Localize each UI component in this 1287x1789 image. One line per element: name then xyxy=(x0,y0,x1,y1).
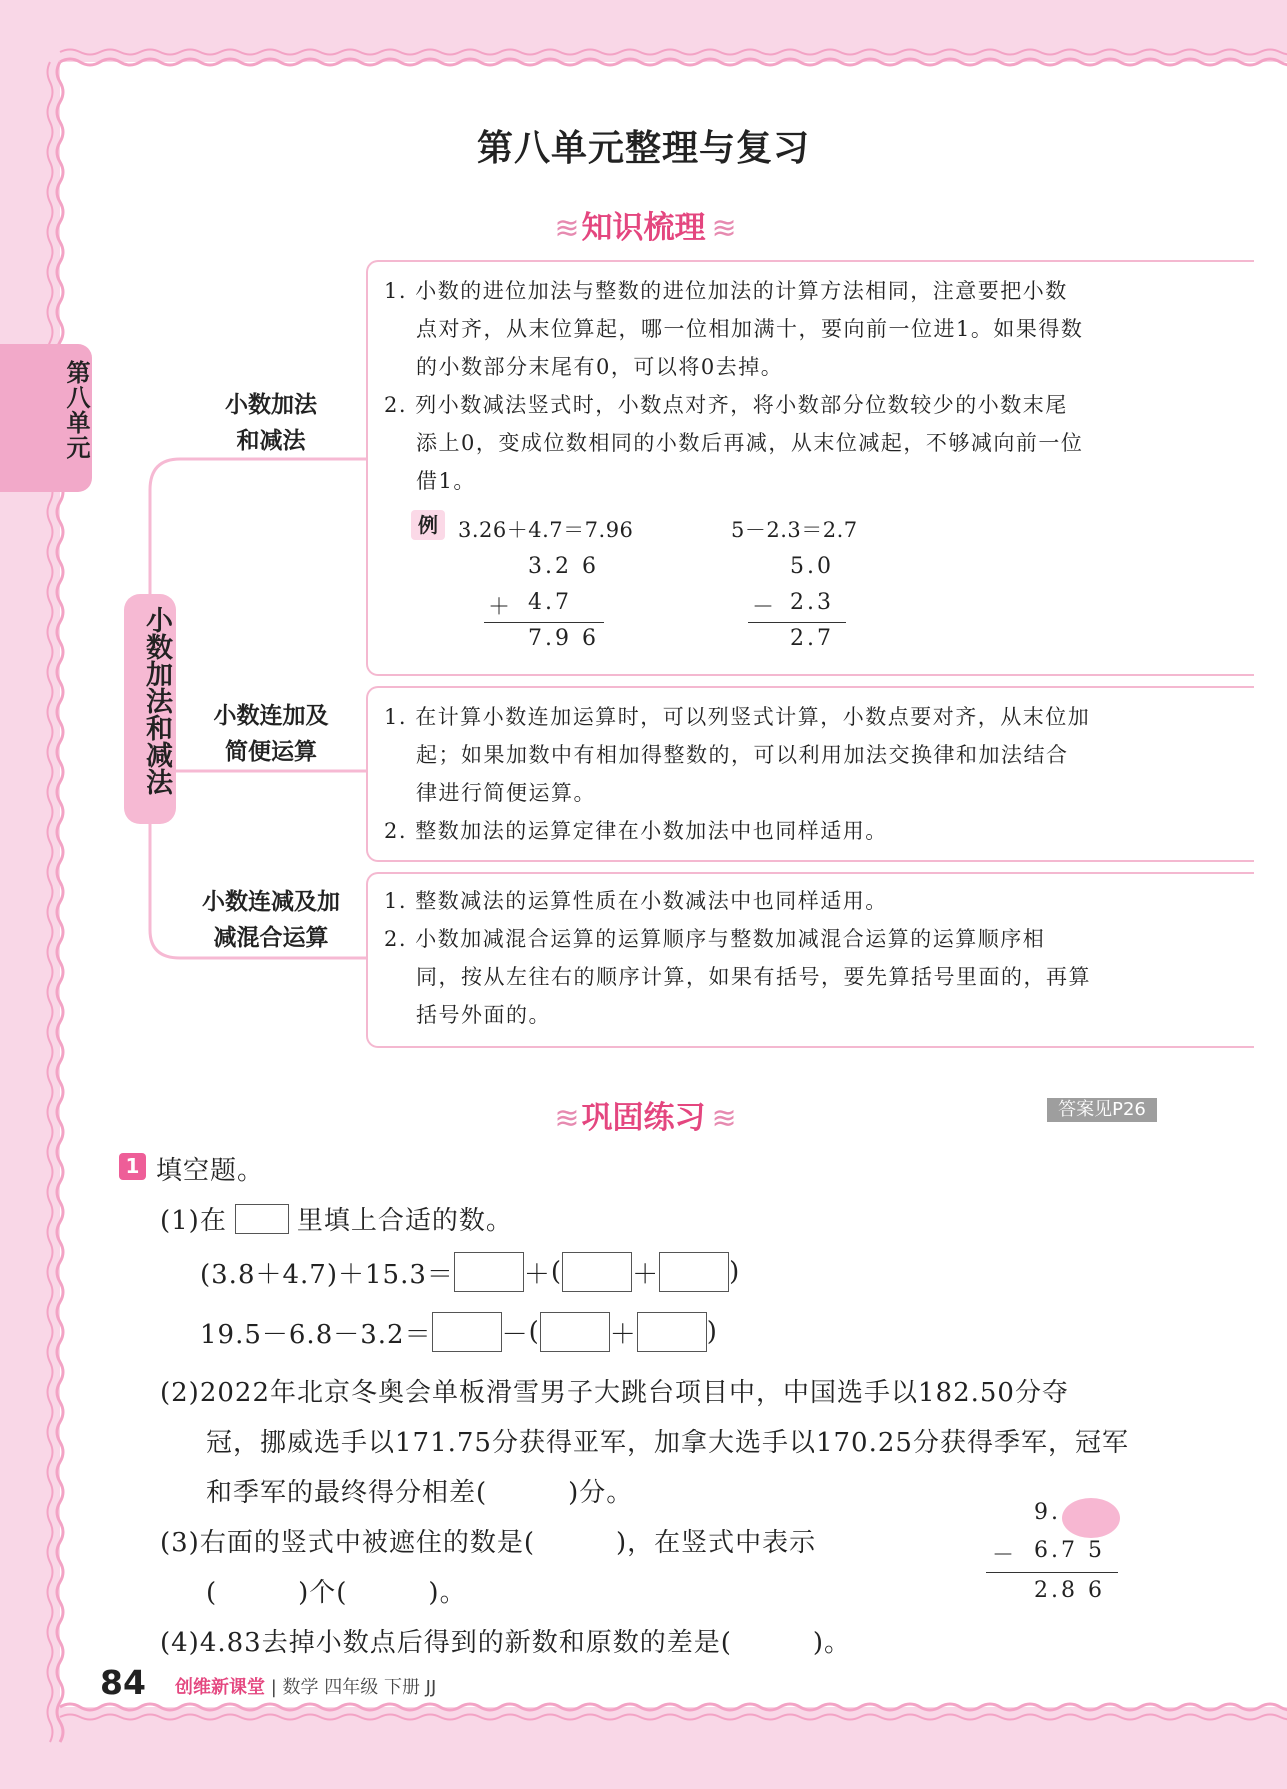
text-line: 1. 在计算小数连加运算时，可以列竖式计算，小数点要对齐，从末位加 xyxy=(384,705,1091,729)
wave-deco-icon: ≋ xyxy=(554,211,576,246)
example-blank-box xyxy=(235,1204,289,1234)
masked-calc-rule xyxy=(986,1572,1118,1573)
text-line: 冠，挪威选手以171.75分获得亚军，加拿大选手以170.25分获得季军，冠军 xyxy=(206,1428,1129,1458)
branch-node-line: 小数加法 xyxy=(225,392,317,418)
sub-question-1-prefix: (1)在 xyxy=(160,1206,227,1236)
branch-node-line: 和减法 xyxy=(236,428,306,454)
wave-deco-icon: ≋ xyxy=(711,1101,733,1136)
masked-calc-mid: 6.7 5 xyxy=(1034,1538,1105,1563)
text-line: 2. 整数加法的运算定律在小数加法中也同样适用。 xyxy=(384,819,888,843)
text-line: 点对齐，从末位算起，哪一位相加满十，要向前一位进1。如果得数 xyxy=(416,317,1084,341)
expression-2 xyxy=(200,1312,718,1352)
answer-box[interactable] xyxy=(540,1312,610,1352)
answer-box[interactable] xyxy=(454,1252,524,1292)
masked-digit-blob xyxy=(1062,1498,1120,1538)
sub-question-1 xyxy=(160,1200,513,1237)
branch-node-line: 小数连减及加 xyxy=(202,889,340,915)
example-equation-1: 3.26＋4.7＝7.96 xyxy=(458,518,634,542)
branch-node-addition-subtraction xyxy=(186,387,356,459)
expression-1-left: (3.8＋4.7)＋15.3＝ xyxy=(200,1259,454,1290)
branch-node-line: 小数连加及 xyxy=(213,703,329,729)
text-line: 同，按从左往右的顺序计算，如果有括号，要先算括号里面的，再算 xyxy=(416,965,1091,989)
masked-calc-top: 9. xyxy=(1034,1500,1061,1525)
page-number: 84 xyxy=(100,1663,146,1702)
unit-side-tab-label: 第八单元 xyxy=(62,360,90,460)
vertical-calc-1-rule xyxy=(484,622,604,623)
text-line: 2. 列小数减法竖式时，小数点对齐，将小数部分位数较少的小数末尾 xyxy=(384,393,1068,417)
text-line: 的小数部分末尾有0，可以将0去掉。 xyxy=(416,355,784,379)
answer-box[interactable] xyxy=(432,1312,502,1352)
footer-series-info: | 数学 四年级 下册 JJ xyxy=(270,1677,437,1698)
operator: ＋ xyxy=(523,1259,551,1290)
answer-box[interactable] xyxy=(659,1252,729,1292)
text-line: 1. 小数的进位加法与整数的进位加法的计算方法相同，注意要把小数 xyxy=(384,279,1068,303)
vertical-calc-1-mid: 4.7 xyxy=(528,590,572,615)
question-number-badge: 1 xyxy=(119,1153,146,1180)
footer-brand: 创维新课堂 xyxy=(175,1677,265,1698)
text-line: 律进行简便运算。 xyxy=(416,781,596,805)
paren: ) xyxy=(706,1317,718,1347)
vertical-calc-2-rule xyxy=(748,622,846,623)
wave-deco-icon: ≋ xyxy=(554,1101,576,1136)
text-line: 起；如果加数中有相加得整数的，可以利用加法交换律和加法结合 xyxy=(416,743,1069,767)
answer-box[interactable] xyxy=(637,1312,707,1352)
vertical-calc-2-top: 5.0 xyxy=(790,554,834,579)
paren: ( xyxy=(528,1317,540,1347)
text-line: ( )个( )。 xyxy=(206,1578,467,1608)
paren: ( xyxy=(550,1257,563,1287)
text-line: 括号外面的。 xyxy=(416,1003,551,1027)
branch-node-mixed-operation xyxy=(176,884,366,956)
question-title: 填空题。 xyxy=(156,1156,265,1186)
knowledge-box-2-text xyxy=(384,698,1090,850)
sub-question-1-suffix: 里填上合适的数。 xyxy=(296,1206,513,1236)
expression-2-left: 19.5－6.8－3.2＝ xyxy=(200,1319,432,1350)
vertical-calc-2-operator: － xyxy=(752,595,778,620)
sub-question-4: (4)4.83去掉小数点后得到的新数和原数的差是( )。 xyxy=(160,1628,852,1658)
vertical-calc-2-mid: 2.3 xyxy=(790,590,834,615)
answer-box[interactable] xyxy=(562,1252,632,1292)
text-line: 2. 小数加减混合运算的运算顺序与整数加减混合运算的运算顺序相 xyxy=(384,927,1046,951)
operator: － xyxy=(501,1319,529,1350)
wave-deco-icon: ≋ xyxy=(711,211,733,246)
masked-calc-result: 2.8 6 xyxy=(1034,1578,1105,1603)
text-line: 1. 整数减法的运算性质在小数减法中也同样适用。 xyxy=(384,889,888,913)
example-tag: 例 xyxy=(411,510,445,540)
page-title: 第八单元整理与复习 xyxy=(476,128,810,169)
expression-1 xyxy=(200,1252,740,1292)
vertical-calc-1-result: 7.9 6 xyxy=(528,626,599,651)
branch-node-continuous-addition xyxy=(186,698,356,770)
answer-reference-badge: 答案见P26 xyxy=(1047,1098,1157,1122)
text-line: 借1。 xyxy=(416,469,476,493)
text-line: (2)2022年北京冬奥会单板滑雪男子大跳台项目中，中国选手以182.50分夺 xyxy=(160,1378,1069,1408)
text-line: (3)右面的竖式中被遮住的数是( )，在竖式中表示 xyxy=(160,1528,817,1558)
practice-heading-text: 巩固练习 xyxy=(581,1100,706,1136)
knowledge-box-3-text xyxy=(384,882,1091,1034)
mindmap-root-label: 小数加法和减法 xyxy=(141,606,172,795)
knowledge-box-1-text xyxy=(384,272,1083,500)
knowledge-heading-text: 知识梳理 xyxy=(581,210,706,246)
operator: ＋ xyxy=(609,1319,637,1350)
vertical-calc-1-operator: ＋ xyxy=(488,595,514,620)
vertical-calc-2-result: 2.7 xyxy=(790,626,834,651)
text-line: 和季军的最终得分相差( )分。 xyxy=(206,1478,634,1508)
paren: ) xyxy=(729,1257,741,1287)
example-equation-2: 5－2.3＝2.7 xyxy=(731,518,858,542)
masked-calc-operator: － xyxy=(992,1543,1018,1568)
vertical-calc-1-top: 3.2 6 xyxy=(528,554,599,579)
footer-info xyxy=(175,1673,436,1699)
branch-node-line: 简便运算 xyxy=(225,739,317,765)
text-line: 添上0，变成位数相同的小数后再减，从末位减起，不够减向前一位 xyxy=(416,431,1084,455)
sub-question-2 xyxy=(160,1368,1129,1518)
branch-node-line: 减混合运算 xyxy=(213,925,329,951)
sub-question-3 xyxy=(160,1518,816,1618)
operator: ＋ xyxy=(632,1259,660,1290)
